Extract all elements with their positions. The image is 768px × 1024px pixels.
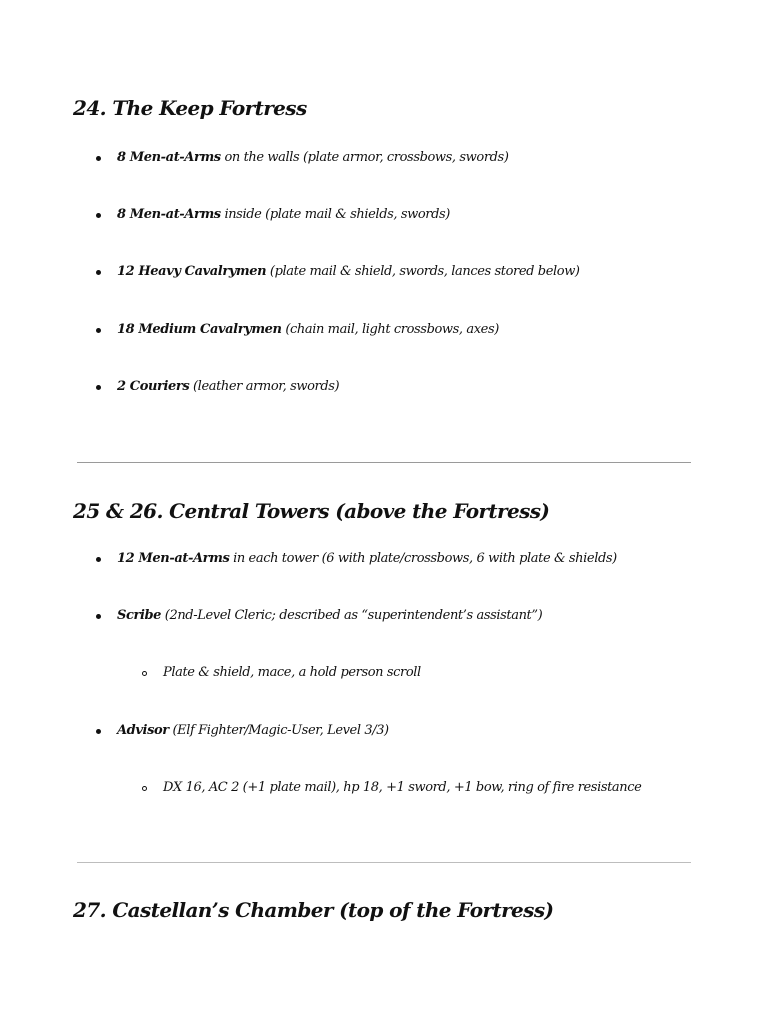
section-heading-25-26: 25 & 26. Central Towers (above the Fortress) [73,499,550,523]
item-bold-label: 18 Medium Cavalrymen [117,322,282,337]
hollow-bullet-icon [142,671,147,676]
item-bold-label: 8 Men-at-Arms [117,207,221,222]
item-bold-label: 12 Heavy Cavalrymen [117,264,267,279]
item-text: (2nd-Level Cleric; described as “superintendent’s assistant”) [161,608,543,623]
item-text: in each tower (6 with plate/crossbows, 6 with plate & shields) [229,551,617,566]
bullet-icon [96,213,101,218]
bullet-icon [96,328,101,333]
section-heading-24: 24. The Keep Fortress [73,96,307,120]
item-text: (plate mail & shield, swords, lances stored below) [266,264,580,279]
sub-item-text: DX 16, AC 2 (+1 plate mail), hp 18, +1 sword, +1 bow, ring of fire resistance [163,780,642,795]
bullet-icon [96,385,101,390]
item-bold-label: 8 Men-at-Arms [117,150,221,165]
item-text: (Elf Fighter/Magic-User, Level 3/3) [168,723,389,738]
item-bold-label: Advisor [117,723,169,738]
item-bold-label: 2 Couriers [117,379,190,394]
bullet-icon [96,729,101,734]
sub-item-text: Plate & shield, mace, a hold person scroll [163,665,421,680]
item-text: (chain mail, light crossbows, axes) [281,322,499,337]
item-bold-label: Scribe [117,608,162,623]
bullet-icon [96,270,101,275]
item-bold-label: 12 Men-at-Arms [117,551,230,566]
divider [77,462,691,463]
bullet-icon [96,156,101,161]
section-heading-27: 27. Castellan’s Chamber (top of the Fortress) [73,898,554,922]
item-text: (leather armor, swords) [189,379,340,394]
bullet-icon [96,614,101,619]
divider [77,862,691,863]
item-text: inside (plate mail & shields, swords) [220,207,450,222]
item-text: on the walls (plate armor, crossbows, swords) [220,150,509,165]
bullet-icon [96,557,101,562]
hollow-bullet-icon [142,786,147,791]
